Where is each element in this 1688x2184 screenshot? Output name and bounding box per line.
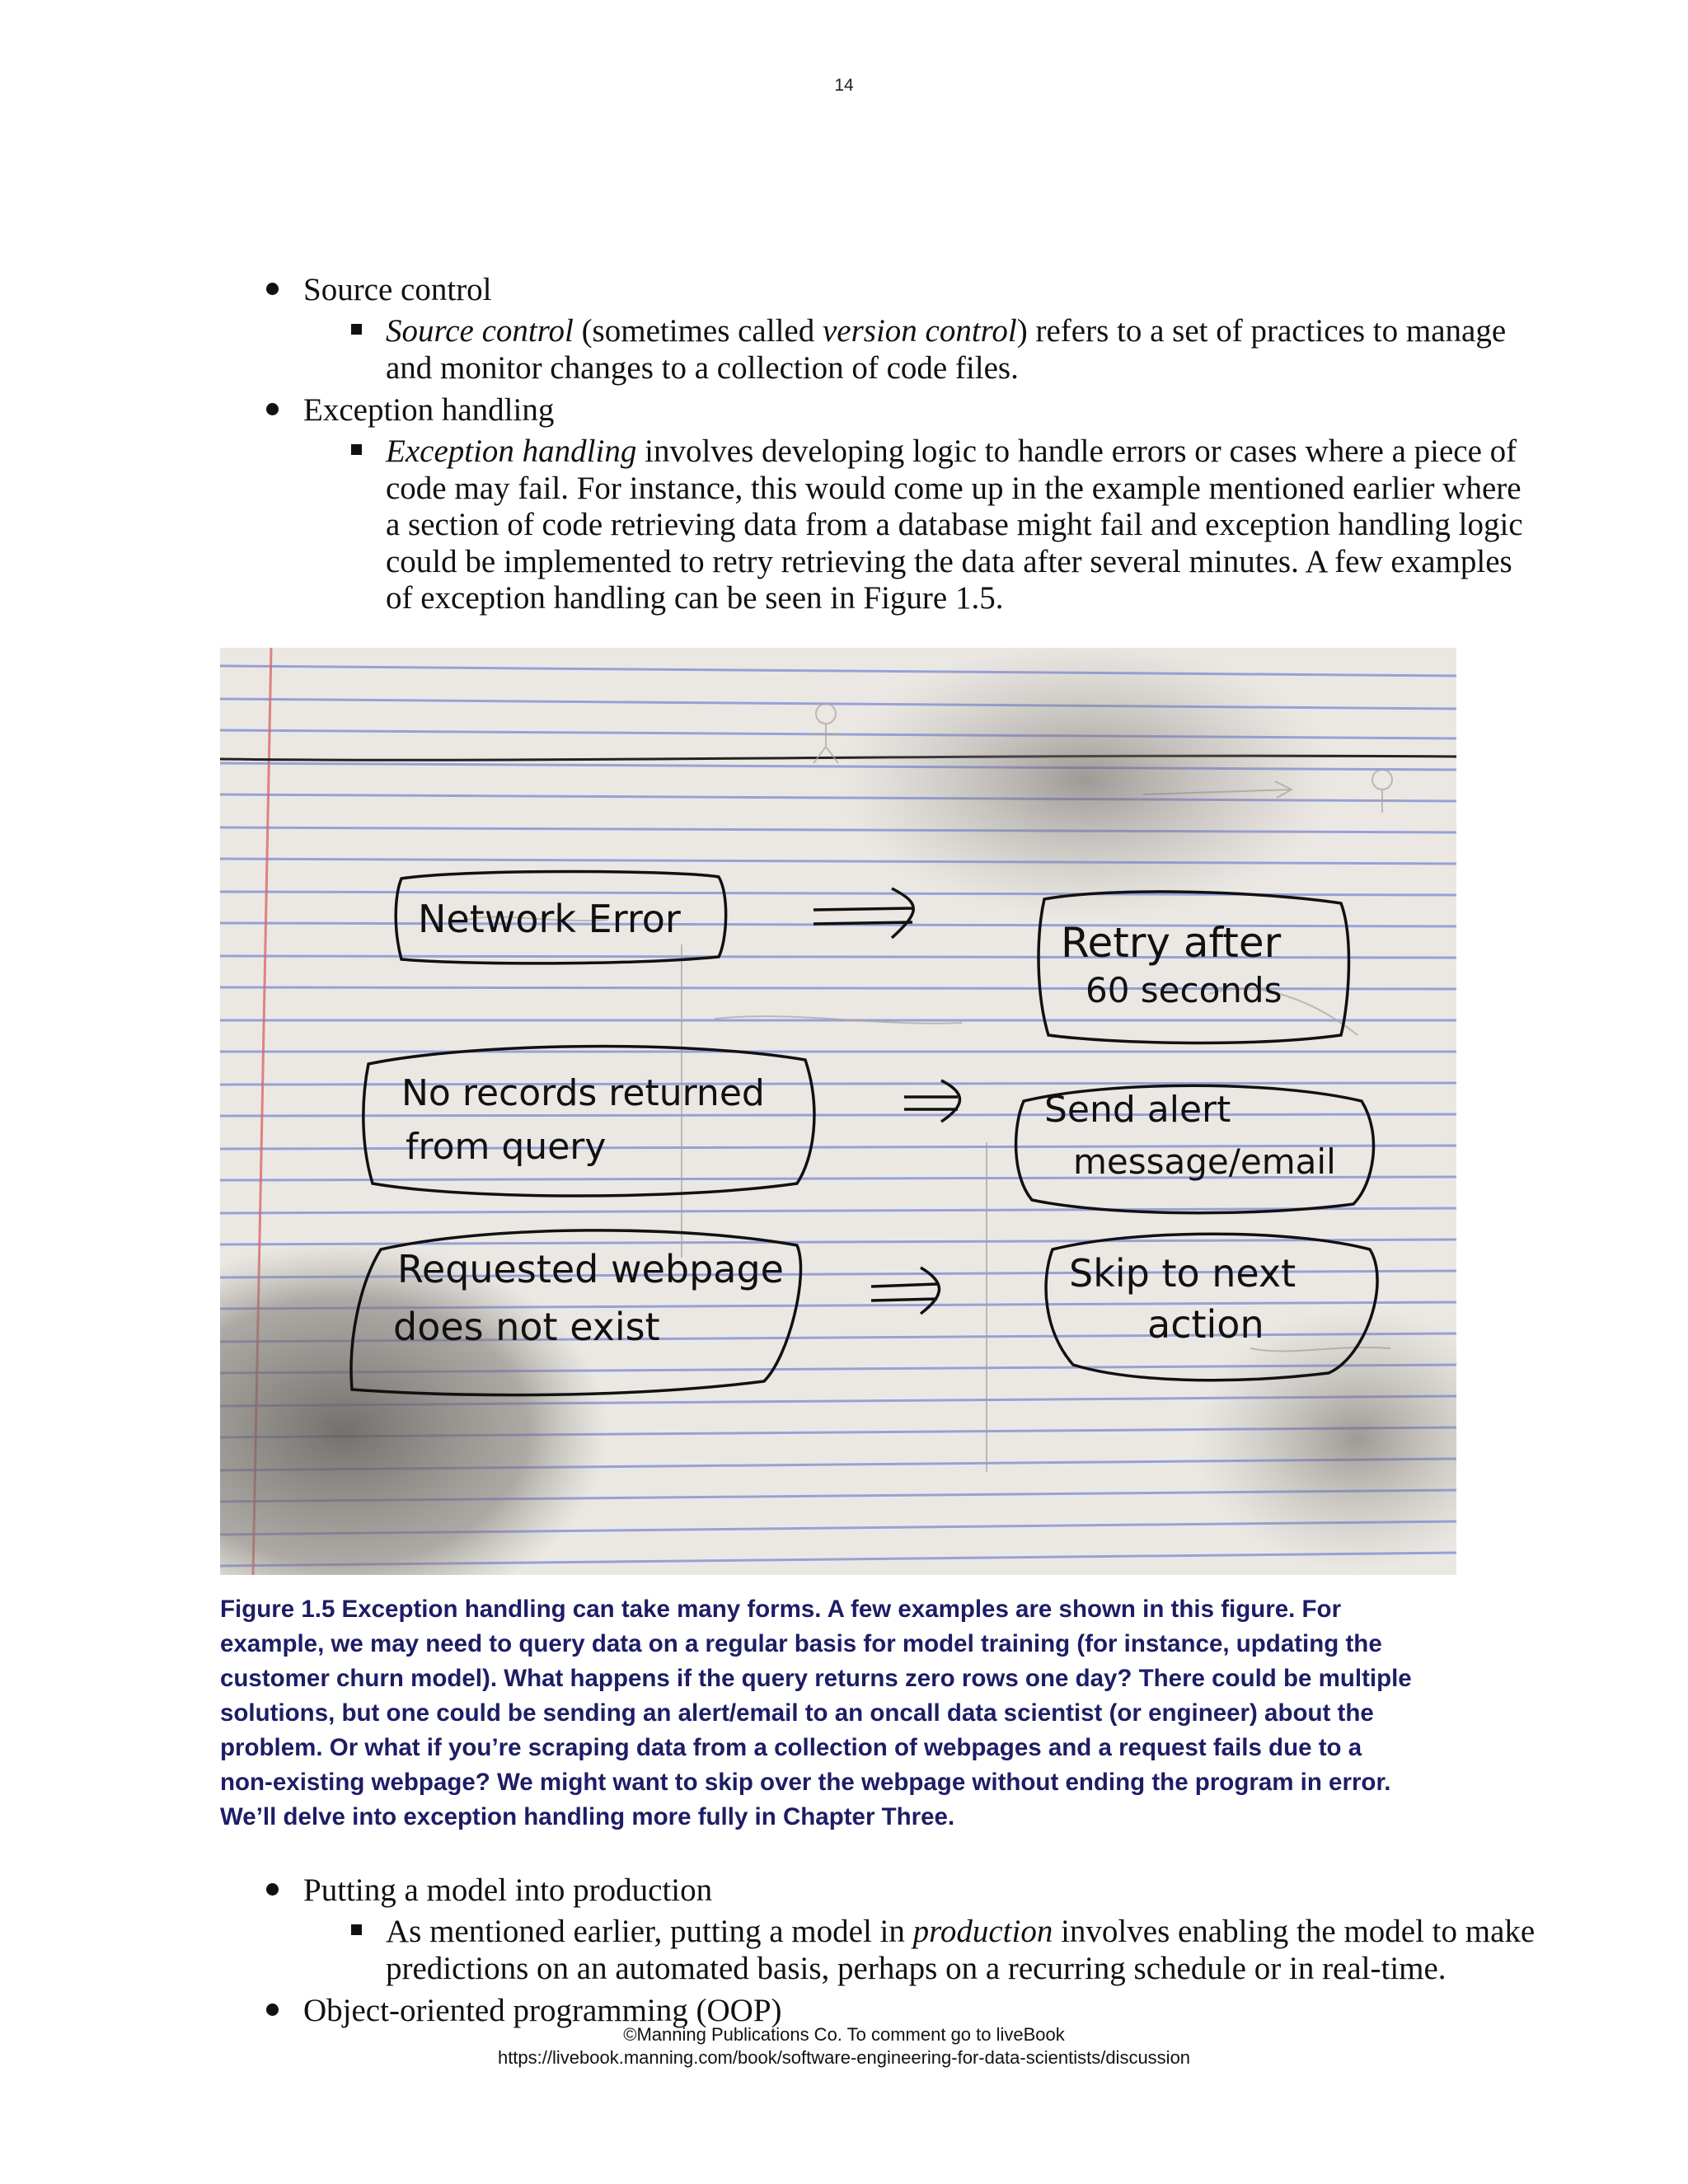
bullet-title: Object-oriented programming (OOP) [303, 1993, 782, 2028]
figure-caption [220, 1592, 1506, 1835]
page-number: 14 [834, 76, 854, 95]
caption-line: Figure 1.5 Exception handling can take many forms. A few examples are shown in this figure. For [220, 1596, 1342, 1623]
box-text: Retry after [1061, 919, 1282, 967]
figure-photo [220, 648, 1456, 1575]
bullet-dot-icon [266, 2004, 279, 2016]
paragraph-line: predictions on an automated basis, perhaps on a recurring schedule or in real-time. [386, 1950, 1447, 1986]
sub-bullet-production [386, 1914, 1535, 1987]
caption-line: customer churn model). What happens if the query returns zero rows one day? There could be multiple [220, 1665, 1412, 1692]
caption-line: We’ll delve into exception handling more fully in Chapter Three. [220, 1803, 955, 1830]
box-text: Skip to next [1069, 1251, 1296, 1296]
box-text: message/email [1073, 1141, 1336, 1182]
caption-line: solutions, but one could be sending an alert/email to an oncall data scientist (or engineer) about the [220, 1699, 1374, 1727]
bullet-title: Source control [303, 272, 492, 307]
bullet-title: Putting a model into production [303, 1872, 713, 1908]
bullet-source-control [303, 272, 492, 308]
paragraph-line: As mentioned earlier, putting a model in production involves enabling the model to make [386, 1914, 1536, 1949]
paragraph-line: code may fail. For instance, this would come up in the example mentioned earlier where [386, 470, 1522, 506]
square-bullet-icon [351, 444, 362, 455]
caption-line: non-existing webpage? We might want to skip over the webpage without ending the program in error. [220, 1769, 1391, 1796]
paragraph-line: of exception handling can be seen in Figure 1.5. [386, 580, 1004, 616]
box-text: 60 seconds [1085, 970, 1282, 1010]
square-bullet-icon [351, 324, 362, 335]
paragraph-line: Source control (sometimes called version control) refers to a set of practices to manage [386, 313, 1507, 349]
bullet-dot-icon [266, 1883, 279, 1896]
box-text: does not exist [393, 1305, 660, 1349]
paragraph-line: could be implemented to retry retrieving the data after several minutes. A few examples [386, 543, 1512, 579]
box-text: Network Error [418, 897, 681, 941]
caption-line: example, we may need to query data on a regular basis for model training (for instance, updating the [220, 1630, 1382, 1657]
sub-bullet-source-control [386, 313, 1506, 387]
footer-link[interactable]: https://livebook.manning.com/book/software-engineering-for-data-scientists/discussion [497, 2047, 1191, 2068]
notebook-drawing [220, 648, 1456, 1575]
paragraph-line: a section of code retrieving data from a database might fail and exception handling logic [386, 507, 1523, 542]
box-text: from query [406, 1126, 607, 1168]
square-bullet-icon [351, 1924, 362, 1935]
bullet-production [303, 1872, 712, 1909]
box-text: action [1147, 1302, 1264, 1347]
bullet-title: Exception handling [303, 392, 555, 428]
box-text: Requested webpage [397, 1247, 784, 1291]
caption-line: problem. Or what if you’re scraping data from a collection of webpages and a request fails due to a [220, 1734, 1362, 1761]
photo-shadow [838, 648, 1333, 920]
paragraph-line: Exception handling involves developing logic to handle errors or cases where a piece of [386, 434, 1517, 469]
box-text: No records returned [401, 1072, 765, 1114]
footer-copyright: ©Manning Publications Co. To comment go to liveBook [623, 2024, 1065, 2045]
sub-bullet-exception-handling [386, 434, 1523, 617]
box-text: Send alert [1044, 1089, 1231, 1131]
paragraph-line: and monitor changes to a collection of code files. [386, 349, 1019, 386]
bullet-dot-icon [266, 403, 279, 415]
bullet-dot-icon [266, 283, 279, 295]
bullet-exception-handling [303, 392, 554, 429]
